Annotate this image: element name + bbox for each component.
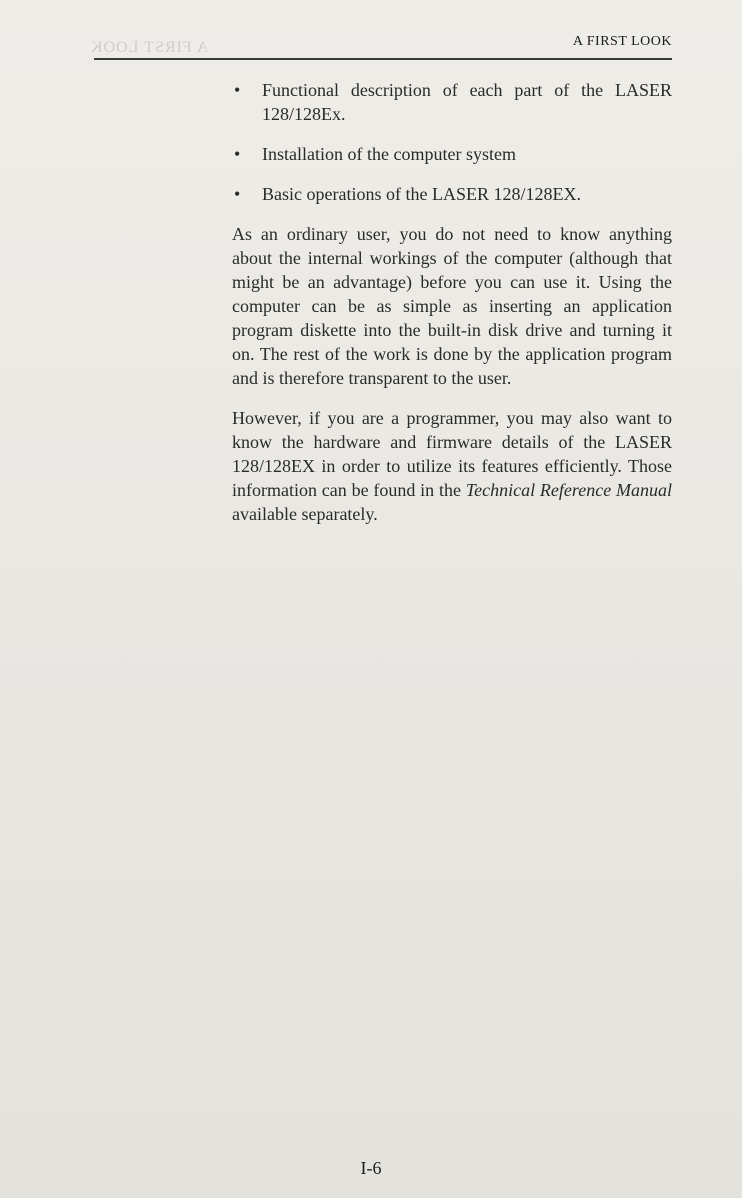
running-header	[94, 34, 672, 54]
body-content	[232, 78, 672, 542]
bullet-icon: •	[234, 80, 241, 100]
bullet-item-functional-description	[232, 78, 672, 126]
bullet-text: Functional description of each part of the LASER 128/128Ex.	[262, 80, 672, 124]
paragraph-ordinary-user: As an ordinary user, you do not need to know anything about the internal workings of the computer (although that might be an advantage) before you can use it. Using the computer can be as simple as inserting an application program diskette into the built-in disk drive and turning it on. The rest of the work is done by the application program and is therefore transparent to the user.	[232, 224, 672, 388]
bullet-icon: •	[234, 144, 241, 164]
bullet-text: Basic operations of the LASER 128/128EX.	[262, 184, 581, 204]
page-number: I-6	[360, 1158, 382, 1178]
bullet-item-installation	[232, 142, 672, 166]
running-title: A FIRST LOOK	[572, 34, 672, 49]
header-rule	[94, 58, 672, 60]
bullet-item-basic-operations	[232, 182, 672, 206]
bullet-text: Installation of the computer system	[262, 144, 516, 164]
bleed-through-header: A FIRST LOOK	[90, 39, 209, 56]
manual-title: Technical Reference Manual	[465, 480, 672, 500]
paragraph-programmer-text: However, if you are a programmer, you may also want to know the hardware and firmware details of the LASER 128/128EX in order to utilize its features efficiently. Those information can be found in the	[232, 408, 672, 500]
paragraph-programmer	[232, 406, 672, 526]
paragraph-programmer-tail: available separately.	[232, 504, 378, 524]
bullet-icon: •	[234, 184, 241, 204]
